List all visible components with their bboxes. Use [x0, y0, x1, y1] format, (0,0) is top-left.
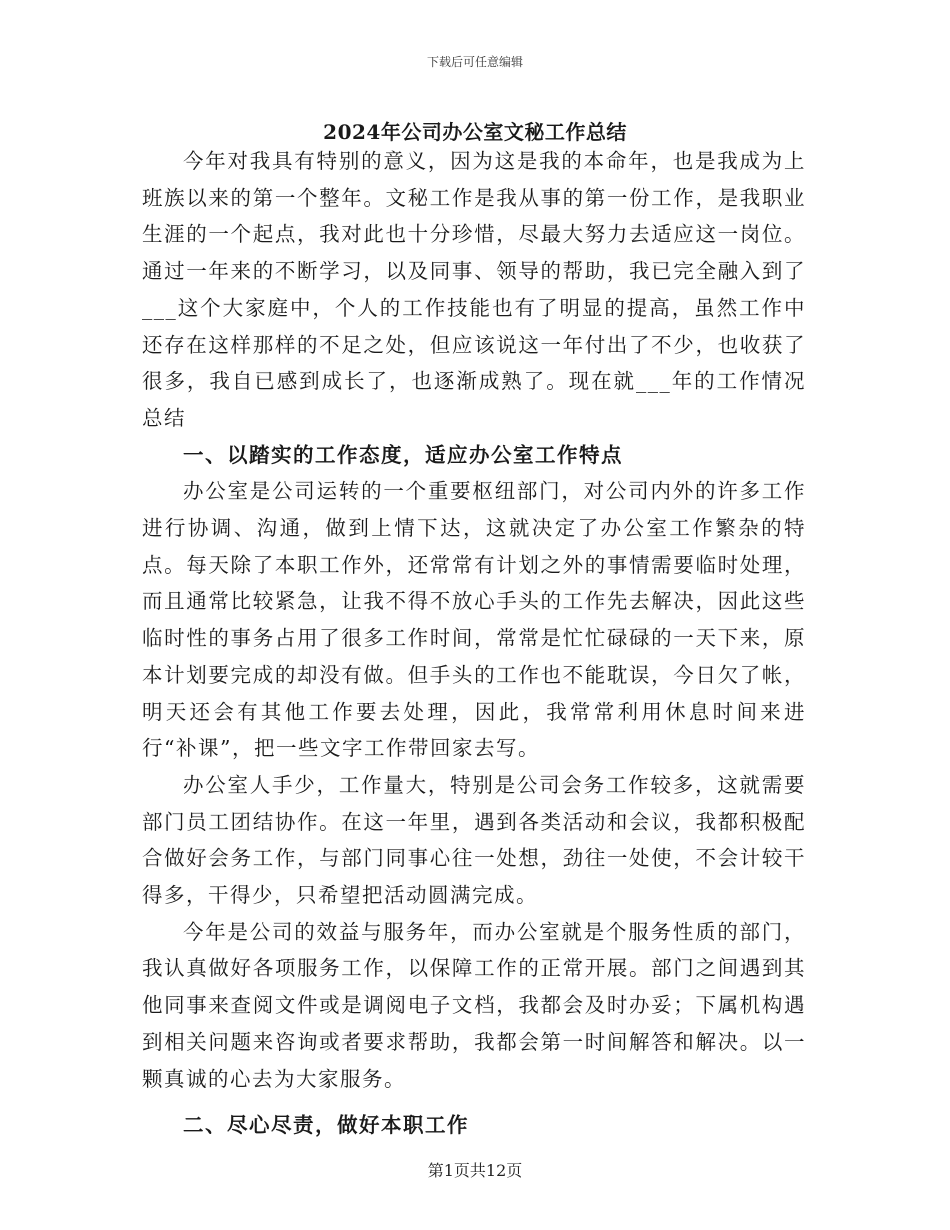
section-2-heading: 二、尽心尽责，做好本职工作: [183, 1113, 469, 1138]
header-note: 下载后可任意编辑: [426, 55, 523, 69]
document-title: 2024年公司办公室文秘工作总结: [323, 120, 627, 144]
section-1-paragraph-2: 办公室人手少，工作量大，特别是公司会务工作较多，这就需要部门员工团结协作。在这一年里，遇到各类活动和会议，我都积极配合做好会务工作，与部门同事心往一处想，劲往一处使，不会计较干得多，干得少，只希望把活动圆满完成。: [142, 772, 806, 908]
page-number: 第1页共12页: [427, 1161, 523, 1180]
document-body: [142, 143, 806, 1144]
section-1-paragraph-1: 办公室是公司运转的一个重要枢纽部门，对公司内外的许多工作进行协调、沟通，做到上情下达，这就决定了办公室工作繁杂的特点。每天除了本职工作外，还常常有计划之外的事情需要临时处理，而且通常比较紧急，让我不得不放心手头的工作先去解决，因此这些临时性的事务占用了很多工作时间，常常是忙忙碌碌的一天下来，原本计划要完成的却没有做。但手头的工作也不能耽误，今日欠了帐，明天还会有其他工作要去处理，因此，我常常利用休息时间来进行“补课”，把一些文字工作带回家去写。: [142, 479, 806, 761]
intro-paragraph: 今年对我具有特别的意义，因为这是我的本命年，也是我成为上班族以来的第一个整年。文秘工作是我从事的第一份工作，是我职业生涯的一个起点，我对此也十分珍惜，尽最大努力去适应这一岗位。通过一年来的不断学习，以及同事、领导的帮助，我已完全融入到了___这个大家庭中，个人的工作技能也有了明显的提高，虽然工作中还存在这样那样的不足之处，但应该说这一年付出了不少，也收获了很多，我自已感到成长了，也逐渐成熟了。现在就___年的工作情况总结: [142, 149, 806, 430]
section-1-heading: 一、以踏实的工作态度，适应办公室工作特点: [183, 442, 623, 467]
section-1-paragraph-3: 今年是公司的效益与服务年，而办公室就是个服务性质的部门，我认真做好各项服务工作，以保障工作的正常开展。部门之间遇到其他同事来查阅文件或是调阅电子文档，我都会及时办妥；下属机构遇到相关问题来咨询或者要求帮助，我都会第一时间解答和解决。以一颗真诚的心去为大家服务。: [142, 919, 806, 1091]
